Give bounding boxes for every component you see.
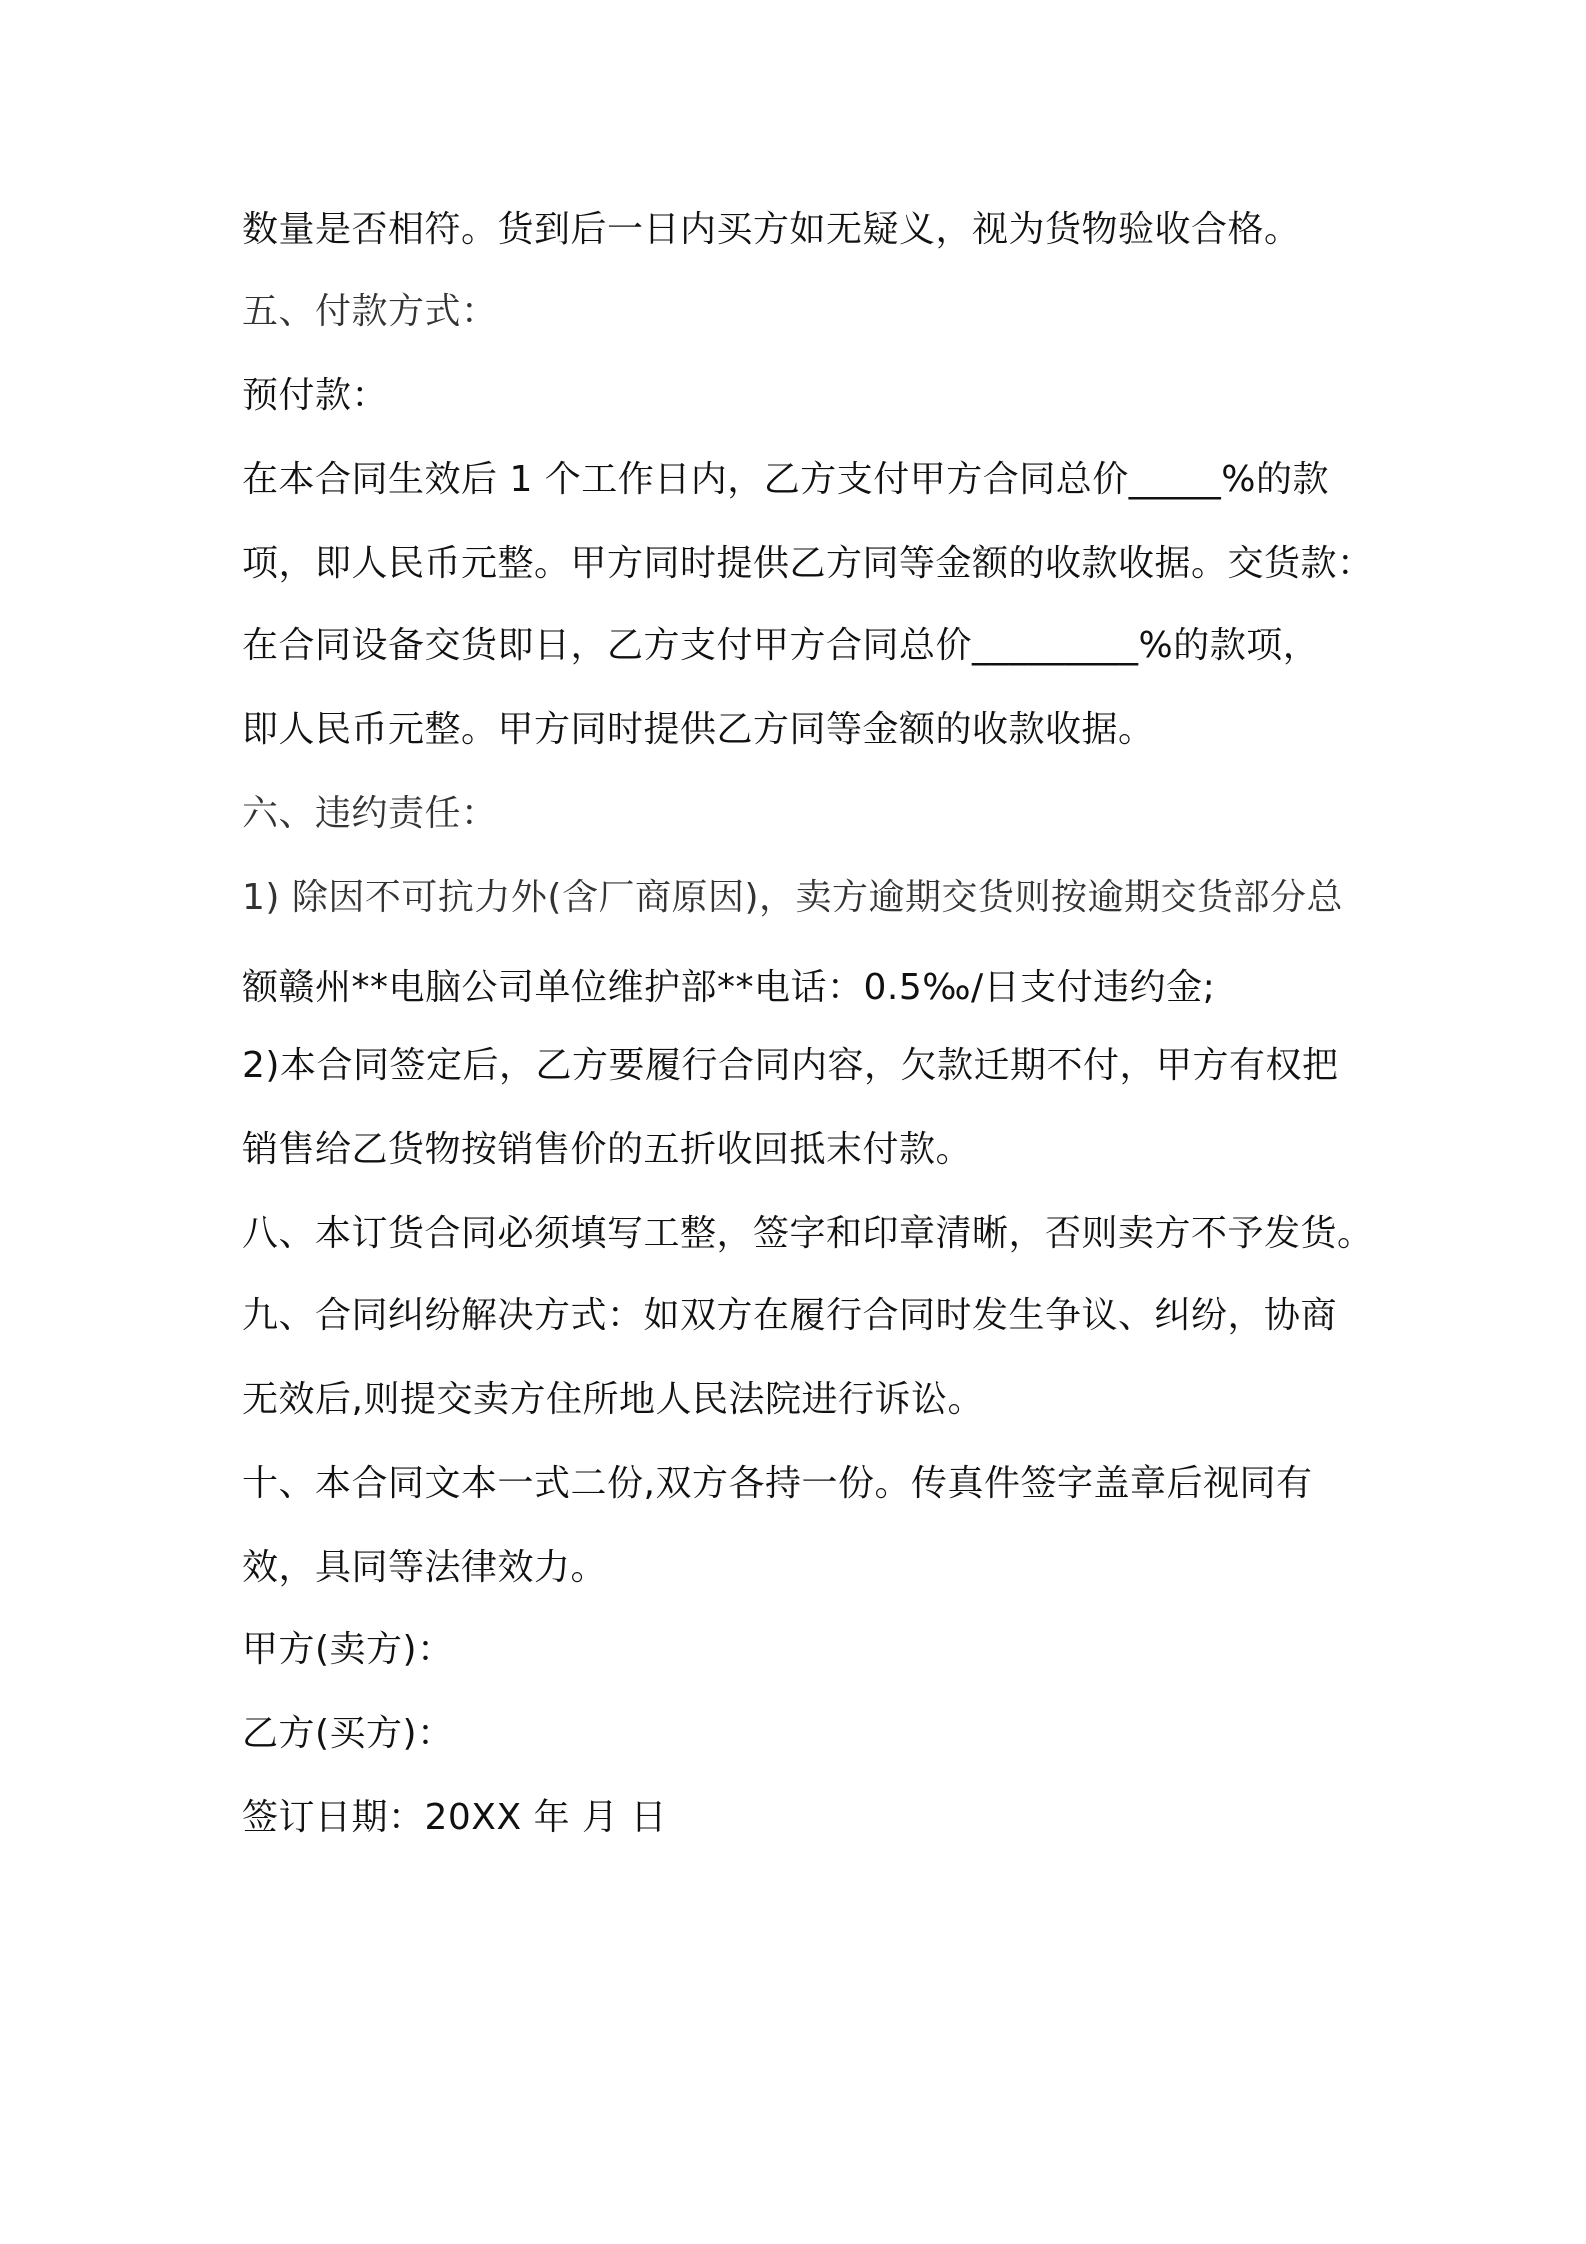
text-line: 九、合同纠纷解决方式：如双方在履行合同时发生争议、纠纷，协商 [242, 1295, 1338, 1336]
section-heading-payment: 五、付款方式： [242, 291, 498, 332]
text-line: 1) 除因不可抗力外(含厂商原因)，卖方逾期交货则按逾期交货部分总 [242, 877, 1343, 918]
text-line: 无效后,则提交卖方住所地人民法院进行诉讼。 [242, 1379, 984, 1420]
text-line: 在本合同生效后 1 个工作日内，乙方支付甲方合同总价_____%的款 [242, 459, 1329, 500]
text-line: 在合同设备交货即日，乙方支付甲方合同总价_________%的款项， [242, 625, 1320, 666]
text-line: 十、本合同文本一式二份,双方各持一份。传真件签字盖章后视同有 [242, 1463, 1313, 1504]
signing-date: 签订日期：20XX 年 月 日 [242, 1797, 667, 1838]
party-b-label: 乙方(买方)： [242, 1713, 454, 1754]
text-line: 预付款： [242, 375, 389, 416]
text-line: 效，具同等法律效力。 [242, 1547, 608, 1588]
text-line: 销售给乙货物按销售价的五折收回抵末付款。 [242, 1129, 973, 1170]
text-line: 额赣州**电脑公司单位维护部**电话：0.5‰/日支付违约金; [242, 967, 1216, 1008]
text-line: 数量是否相符。货到后一日内买方如无疑义，视为货物验收合格。 [242, 209, 1301, 250]
section-heading-liability: 六、违约责任： [242, 793, 498, 834]
text-line: 即人民币元整。甲方同时提供乙方同等金额的收款收据。 [242, 709, 1155, 750]
text-line: 八、本订货合同必须填写工整，签字和印章清晰，否则卖方不予发货。 [242, 1213, 1374, 1254]
text-line: 项，即人民币元整。甲方同时提供乙方同等金额的收款收据。交货款： [242, 543, 1374, 584]
text-line: 2)本合同签定后，乙方要履行合同内容，欠款迁期不付，甲方有权把 [242, 1045, 1339, 1086]
party-a-label: 甲方(卖方)： [242, 1629, 454, 1670]
